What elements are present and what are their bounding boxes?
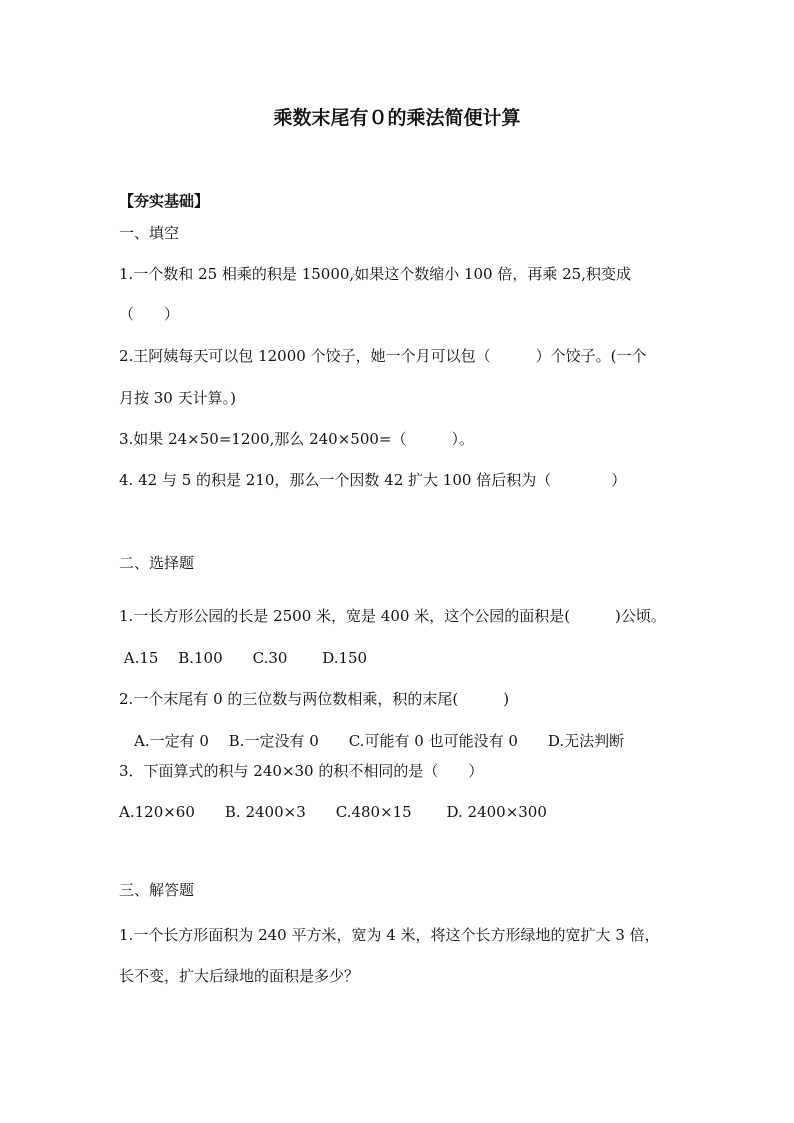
part1-q2-line1: 2.王阿姨每天可以包 12000 个饺子，她一个月可以包（ ）个饺子。(一个 bbox=[119, 347, 647, 365]
part1-q3: 3.如果 24×50=1200,那么 240×500=（ ）。 bbox=[119, 430, 474, 448]
part3-heading: 三、解答题 bbox=[119, 881, 195, 899]
part1-q1-line2: （ ） bbox=[119, 305, 180, 323]
part3-q1-line1: 1.一个长方形面积为 240 平方米，宽为 4 米，将这个长方形绿地的宽扩大 3 倍， bbox=[119, 926, 660, 944]
part2-q3-options: A.120×60 B. 2400×3 C.480×15 D. 2400×300 bbox=[119, 803, 547, 821]
part2-q2: 2.一个末尾有 0 的三位数与两位数相乘，积的末尾( ) bbox=[119, 690, 510, 708]
part2-q1: 1.一长方形公园的长是 2500 米，宽是 400 米，这个公园的面积是( )公顷。 bbox=[119, 607, 666, 625]
part1-q4: 4. 42 与 5 的积是 210，那么一个因数 42 扩大 100 倍后积为（ ） bbox=[119, 471, 627, 489]
part2-q1-options: A.15 B.100 C.30 D.150 bbox=[119, 649, 368, 667]
section-label: 【夯实基础】 bbox=[119, 192, 210, 210]
part1-q2-line2: 月按 30 天计算。) bbox=[119, 389, 236, 407]
part2-q2-options: A.一定有 0 B.一定没有 0 C.可能有 0 也可能没有 0 D.无法判断 bbox=[119, 732, 625, 750]
part1-q1-line1: 1.一个数和 25 相乘的积是 15000,如果这个数缩小 100 倍，再乘 25,积变成 bbox=[119, 265, 631, 283]
part3-q1-line2: 长不变，扩大后绿地的面积是多少？ bbox=[119, 967, 360, 985]
page-title: 乘数末尾有０的乘法简便计算 bbox=[273, 107, 521, 129]
part2-heading: 二、选择题 bbox=[119, 554, 195, 572]
part2-q3: 3．下面算式的积与 240×30 的积不相同的是（ ） bbox=[119, 762, 484, 780]
part1-heading: 一、填空 bbox=[119, 224, 180, 242]
